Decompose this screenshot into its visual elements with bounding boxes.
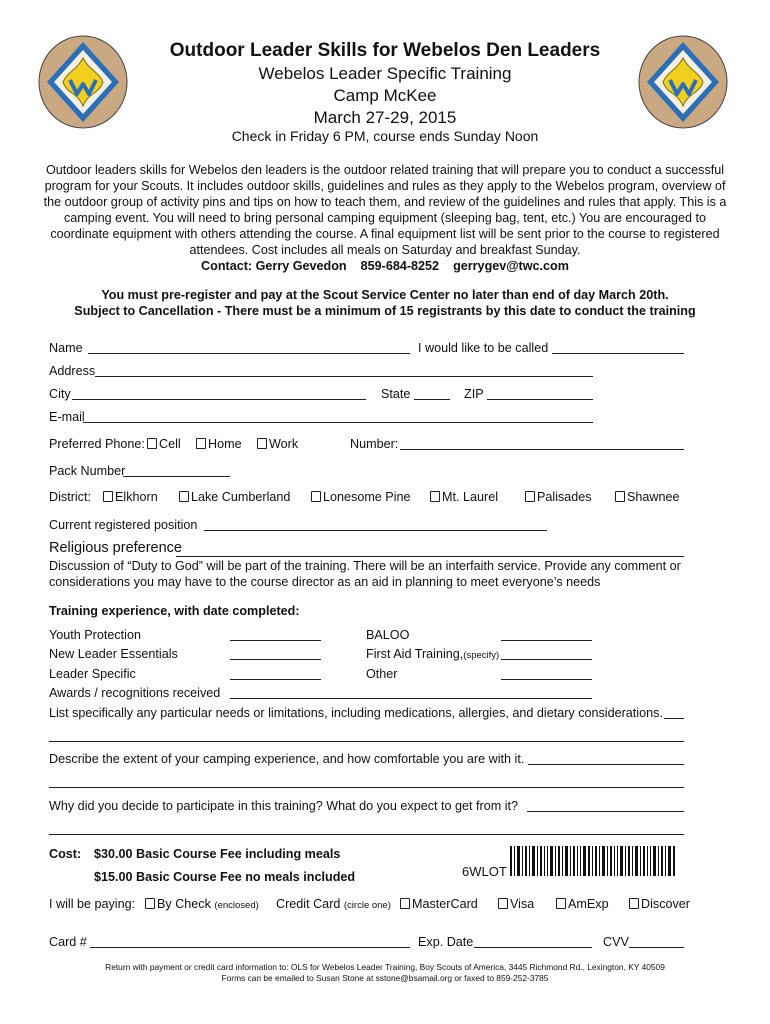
name-field[interactable] [88,353,410,354]
awards-label: Awards / recognitions received [49,686,221,700]
card-label: Card # [49,935,87,949]
register-notice: You must pre-register and pay at the Scout Service Center no later than end of day March 20th. [101,288,669,302]
district-checkbox[interactable] [430,491,440,502]
discover-label: Discover [641,897,690,911]
district-label: District: [49,490,91,504]
contact-phone: 859-684-8252 [360,259,440,273]
credit-label [276,897,391,911]
dates: March 27-29, 2015 [313,108,457,127]
location: Camp McKee [333,86,437,105]
district-checkbox[interactable] [525,491,535,502]
ls-label: Leader Specific [49,667,136,681]
mastercard-checkbox[interactable] [400,898,410,909]
work-label: Work [269,437,299,451]
firstaid-label [366,647,499,661]
enclosed-note: (enclosed) [214,900,259,911]
work-checkbox[interactable] [257,438,267,449]
camping-field[interactable] [49,787,684,788]
baloo-date-field[interactable] [501,640,592,641]
district-option-label: Lake Cumberland [191,490,291,504]
district-mt-laurel[interactable] [430,490,498,504]
contact-label: Contact: [201,259,253,273]
district-option-label: Shawnee [627,490,680,504]
visa-checkbox[interactable] [498,898,508,909]
training-heading: Training experience, with date completed: [49,604,300,618]
firstaid-date-field[interactable] [501,659,592,660]
check-checkbox[interactable] [145,898,155,909]
other-label: Other [366,667,398,681]
exp-field[interactable] [474,947,592,948]
ls-date-field[interactable] [230,679,321,680]
cvv-label: CVV [603,935,629,949]
address-label: Address [49,364,96,378]
home-label: Home [208,437,242,451]
city-label: City [49,387,71,401]
called-label: I would like to be called [418,341,549,355]
zip-label: ZIP [464,387,484,401]
card-field[interactable] [90,947,410,948]
cvv-field[interactable] [629,947,684,948]
needs-field[interactable] [49,741,684,742]
position-field[interactable] [204,530,547,531]
intro-text: Outdoor leaders skills for Webelos den leaders is the outdoor related training that will prepare you to conduct a successful program for your Scouts. It includes outdoor skills, guidelines and rules as they apply to the Webelos program, overview of the outdoor group of activity pins and tips on how to teach them, and review of the guidelines and rules that apply. This is a camping event. You will need to bring personal camping equipment (sleeping bag, tent, etc.) You are encouraged to coordinate equipment with others attending the course. A final equipment list will be sent prior to the course to registered attendees. Cost includes all meals on Saturday and breakfast Sunday. [43,163,727,257]
cell-option[interactable] [147,437,181,451]
religious-label: Religious preference [49,540,182,556]
district-palisades[interactable] [525,490,592,504]
camping-label: Describe the extent of your camping experience, and how comfortable you are with it. [49,752,525,766]
district-option-label: Mt. Laurel [442,490,498,504]
amex-label: AmExp [568,897,609,911]
district-option-label: Elkhorn [115,490,158,504]
home-option[interactable] [196,437,242,451]
discover-option[interactable] [629,897,690,911]
religious-note: Discussion of “Duty to God” will be part of the training. There will be an interfaith service. Provide any comment or considerations you may have to the course director as an aid in planning to meet everyone’s needs [49,559,681,589]
check-label: By Check [157,897,211,911]
district-shawnee[interactable] [615,490,680,504]
pack-field[interactable] [123,476,230,477]
visa-label: Visa [510,897,535,911]
district-option-label: Lonesome Pine [323,490,411,504]
nle-label: New Leader Essentials [49,647,178,661]
awards-field[interactable] [230,698,592,699]
city-field[interactable] [72,399,366,400]
fee-with-meals: $30.00 Basic Course Fee including meals [94,847,341,861]
amex-checkbox[interactable] [556,898,566,909]
intro-paragraph [40,162,730,274]
work-option[interactable] [257,437,298,451]
exp-label: Exp. Date [418,935,474,949]
religious-field[interactable] [176,556,684,557]
youth-date-field[interactable] [230,640,321,641]
camping-field-inline[interactable] [528,764,684,765]
district-checkbox[interactable] [615,491,625,502]
why-field-inline[interactable] [527,811,684,812]
district-lonesome-pine[interactable] [311,490,411,504]
state-field[interactable] [414,399,450,400]
needs-label: List specifically any particular needs or limitations, including medications, allergies, and dietary considerations. [49,706,663,720]
paying-label: I will be paying: [49,897,136,911]
amex-option[interactable] [556,897,609,911]
called-field[interactable] [552,353,684,354]
district-checkbox[interactable] [311,491,321,502]
number-field[interactable] [400,449,684,450]
checkin-info: Check in Friday 6 PM, course ends Sunday Noon [231,128,539,144]
mastercard-label: MasterCard [412,897,478,911]
address-field[interactable] [95,376,593,377]
why-label: Why did you decide to participate in this training? What do you expect to get from it? [49,799,519,813]
check-option[interactable] [145,897,259,911]
state-label: State [381,387,411,401]
district-elkhorn[interactable] [103,490,158,504]
needs-field-inline[interactable] [664,718,684,719]
pref-phone-label: Preferred Phone: [49,437,145,451]
pack-label: Pack Number [49,464,126,478]
course-code: 6WLOT [462,864,507,879]
district-checkbox[interactable] [103,491,113,502]
page-title: Outdoor Leader Skills for Webelos Den Leaders [169,40,601,61]
fee-no-meals: $15.00 Basic Course Fee no meals included [94,870,356,884]
specify-text: (specify) [463,650,500,661]
nle-date-field[interactable] [230,659,321,660]
contact-name: Gerry Gevedon [255,259,347,273]
cancellation-notice: Subject to Cancellation - There must be a minimum of 15 registrants by this date to conduct the training [74,304,696,318]
number-label: Number: [350,437,399,451]
barcode-icon [510,846,676,876]
email-field[interactable] [83,422,593,423]
circle-note: (circle one) [343,900,391,911]
district-checkbox[interactable] [179,491,189,502]
position-label: Current registered position [49,518,198,532]
district-lake-cumberland[interactable] [179,490,290,504]
other-date-field[interactable] [501,679,592,680]
credit-text: Credit Card [276,897,341,911]
footer-email: Forms can be emailed to Susan Stone at sstone@bsamail.org or faxed to 859-252-3785 [221,973,549,983]
cell-label: Cell [159,437,181,451]
contact-email[interactable]: gerrygev@twc.com [453,259,569,273]
subtitle: Webelos Leader Specific Training [258,64,512,83]
district-option-label: Palisades [537,490,592,504]
name-label: Name [49,341,83,355]
home-checkbox[interactable] [196,438,206,449]
zip-field[interactable] [487,399,593,400]
baloo-label: BALOO [366,628,410,642]
footer-return: Return with payment or credit card information to: OLS for Webelos Leader Training, Boy Scouts of America, 3445 Richmond Rd., Lexington, KY 40509 [105,962,665,972]
discover-checkbox[interactable] [629,898,639,909]
cost-label: Cost: [49,847,82,861]
cell-checkbox[interactable] [147,438,157,449]
firstaid-text: First Aid Training, [366,647,464,661]
email-label: E-mail [49,410,85,424]
youth-label: Youth Protection [49,628,141,642]
visa-option[interactable] [498,897,534,911]
mastercard-option[interactable] [400,897,478,911]
why-field[interactable] [49,834,684,835]
